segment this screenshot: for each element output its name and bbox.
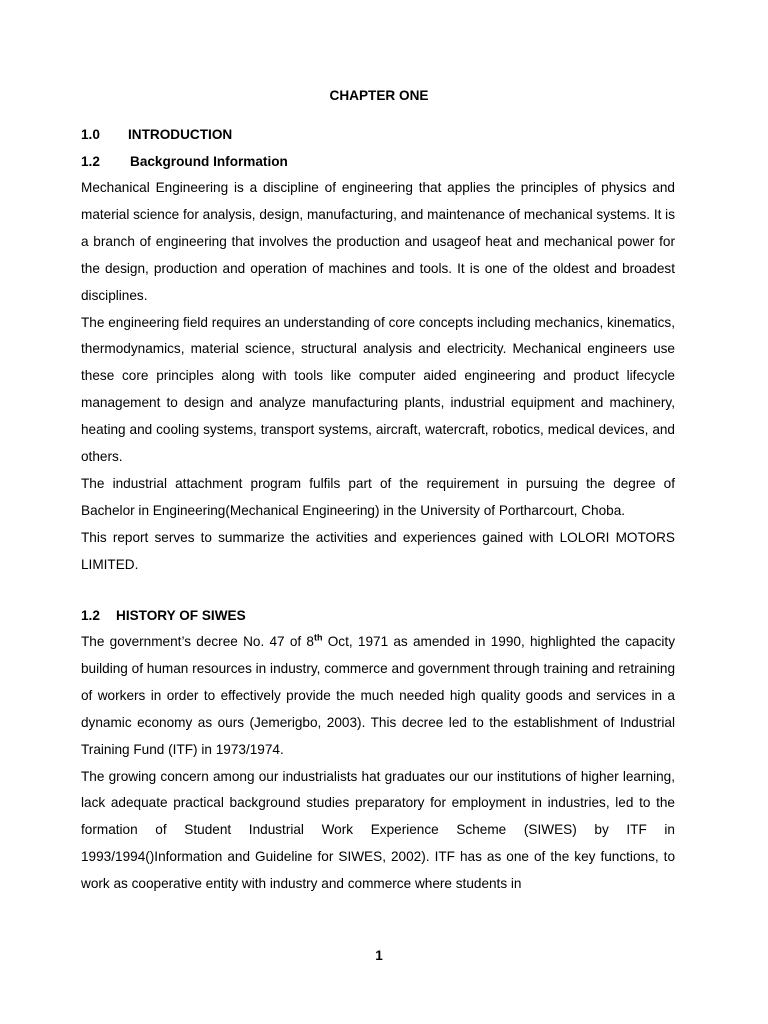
- paragraph-text: Oct, 1971 as amended in 1990, highlighted the capacity building of human resources in industry, commerce and government through training and retraining of workers in order to effectively provide the much needed high quality goods and services in a dynamic economy as ours (Jemerigbo, 2003). This decree led to the establishment of Industrial Training Fund (ITF) in 1973/1974.: [81, 634, 675, 757]
- section-title: HISTORY OF SIWES: [116, 608, 246, 623]
- section-heading-history: [81, 606, 246, 626]
- section-heading-background: [81, 152, 288, 172]
- section-number: 1.2: [81, 608, 100, 623]
- paragraph: The growing concern among our industrialists hat graduates our our institutions of higher learning, lack adequate practical background studies preparatory for employment in industries, led to the formation of Student Industrial Work Experience Scheme (SIWES) by ITF in 1993/1994()Information and Guideline for SIWES, 2002). ITF has as one of the key functions, to work as cooperative entity with industry and commerce where students in: [81, 768, 675, 892]
- paragraph: Mechanical Engineering is a discipline of engineering that applies the principles of physics and material science for analysis, design, manufacturing, and maintenance of mechanical systems. It is a branch of engineering that involves the production and usageof heat and mechanical power for the design, production and operation of machines and tools. It is one of the oldest and broadest disciplines.: [81, 180, 675, 303]
- paragraph: [81, 629, 675, 764]
- paragraph: The industrial attachment program fulfils part of the requirement in pursuing the degree of Bachelor in Engineering(Mechanical Engineering) in the University of Portharcourt, Choba.: [81, 475, 675, 518]
- paragraph: This report serves to summarize the activities and experiences gained with LOLORI MOTORS LIMITED.: [81, 529, 675, 572]
- paragraph-text: The government’s decree No. 47 of 8: [81, 634, 314, 649]
- section-title: INTRODUCTION: [128, 127, 233, 142]
- section-number: 1.2: [81, 154, 100, 169]
- history-section-body: [81, 629, 675, 898]
- page-number: 1: [375, 948, 383, 963]
- superscript: th: [313, 632, 323, 643]
- section-title: Background Information: [130, 154, 288, 169]
- section-heading-introduction: [81, 125, 232, 145]
- section-number: 1.0: [81, 127, 100, 142]
- chapter-title: CHAPTER ONE: [329, 88, 429, 103]
- paragraph: The engineering field requires an understanding of core concepts including mechanics, kinematics, thermodynamics, material science, structural analysis and electricity. Mechanical engineers use these core principles along with tools like computer aided engineering and product lifecycle management to design and analyze manufacturing plants, industrial equipment and machinery, heating and cooling systems, transport systems, aircraft, watercraft, robotics, medical devices, and others.: [81, 314, 675, 465]
- background-section-body: [81, 175, 675, 579]
